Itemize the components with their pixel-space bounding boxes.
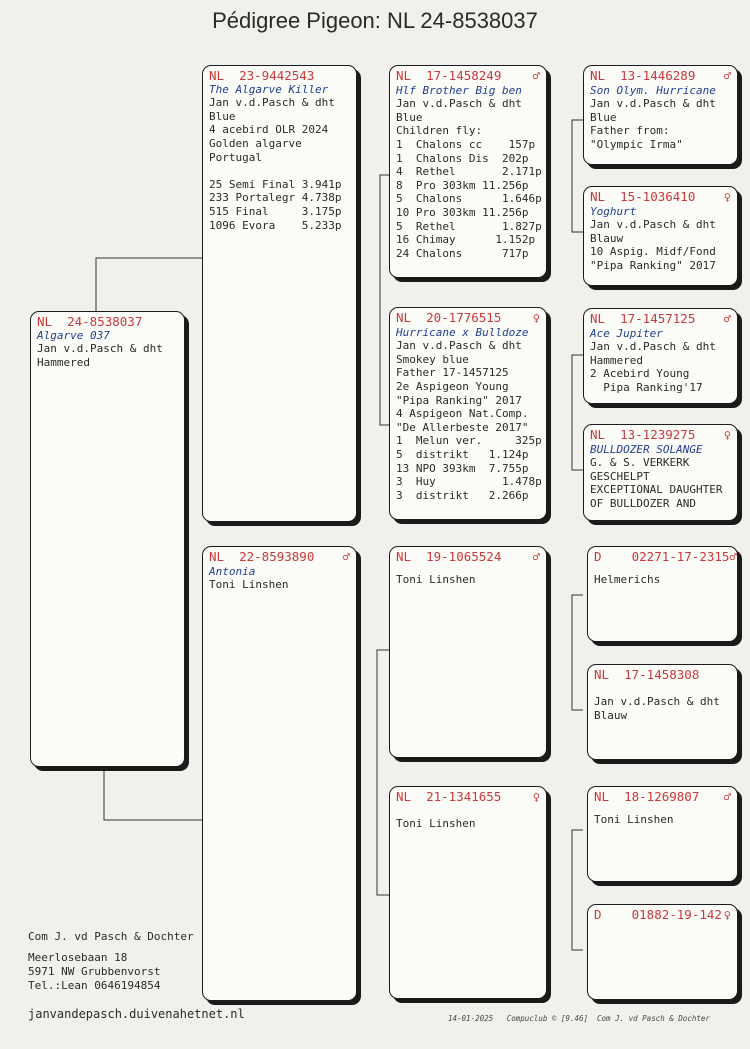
pigeon-name: Antonia [209, 564, 256, 578]
info-line: 2 Acebird Young [590, 367, 690, 381]
info-line: Jan v.d.Pasch & dht [590, 97, 716, 111]
female-symbol-icon: ♀ [532, 311, 540, 325]
info-line: 2e Aspigeon Young [396, 379, 509, 393]
info-line: Jan v.d.Pasch & dht [396, 97, 522, 111]
ring-number: D 02271-17-2315 [594, 549, 730, 564]
info-line: Blauw [594, 708, 628, 722]
result-line: 233 Portalegr 4.738p [209, 191, 342, 205]
ring-number: NL 17-1458308 [594, 667, 700, 682]
info-line: Blue [590, 110, 617, 124]
info-line: Children fly: [396, 124, 483, 138]
male-symbol-icon: ♂ [729, 550, 737, 564]
ring-number: NL 17-1458249 [396, 68, 502, 83]
info-line: Blauw [590, 231, 624, 245]
father-pigeon-card[interactable] [202, 65, 357, 522]
ring-number: D 01882-19-142 [594, 907, 722, 922]
info-line: 10 Aspig. Midf/Fond [590, 245, 716, 259]
ggp-mff-card[interactable] [587, 546, 738, 642]
pigeon-name: BULLDOZER SOLANGE [590, 442, 703, 456]
ring-number: NL 24-8538037 [37, 314, 143, 329]
info-line: Jan v.d.Pasch & dht [396, 339, 522, 353]
ring-number: NL 18-1269807 [594, 789, 700, 804]
result-line: 8 Pro 303km 11.256p [396, 178, 529, 192]
pigeon-name: Algarve 037 [37, 328, 110, 342]
ring-number: NL 22-8593890 [209, 549, 315, 564]
ggp-ffm-card[interactable] [583, 186, 738, 286]
info-line: Helmerichs [594, 572, 661, 586]
info-line: Hammered [37, 355, 90, 369]
info-line: "Pipa Ranking" 2017 [396, 393, 522, 407]
info-line: Toni Linshen [396, 572, 476, 586]
info-line: "Olympic Irma" [590, 137, 683, 151]
page-title: Pédigree Pigeon: NL 24-8538037 [212, 8, 538, 33]
ggp-fff-card[interactable] [583, 65, 738, 165]
mother-pigeon-card[interactable] [202, 546, 357, 1001]
result-line: 25 Semi Final 3.941p [209, 177, 342, 191]
result-line: 515 Final 3.175p [209, 204, 342, 218]
male-symbol-icon: ♂ [723, 312, 731, 326]
info-line: Toni Linshen [594, 812, 674, 826]
info-line: Pipa Ranking'17 [590, 380, 703, 394]
maternal-grandmother-card[interactable] [389, 786, 547, 999]
info-line: Jan v.d.Pasch & dht [590, 340, 716, 354]
paternal-grandmother-card[interactable] [389, 307, 547, 520]
ring-number: NL 21-1341655 [396, 789, 502, 804]
info-line: Smokey blue [396, 352, 469, 366]
male-symbol-icon: ♂ [532, 69, 540, 83]
info-line: Blue [209, 109, 236, 123]
male-symbol-icon: ♂ [723, 69, 731, 83]
breeder-street: Meerlosebaan 18 [28, 951, 128, 964]
ring-number: NL 13-1446289 [590, 68, 696, 83]
ggp-mfm-card[interactable] [587, 664, 738, 760]
ggp-fmf-card[interactable] [583, 308, 738, 404]
ggp-mmf-card[interactable] [587, 786, 738, 882]
info-line: 4 Aspigeon Nat.Comp. [396, 407, 529, 421]
paternal-grandfather-card[interactable] [389, 65, 547, 278]
ring-number: NL 17-1457125 [590, 311, 696, 326]
info-line: Hammered [590, 353, 643, 367]
female-symbol-icon: ♀ [723, 428, 731, 442]
info-line: "Pipa Ranking" 2017 [590, 258, 716, 272]
ring-number: NL 15-1036410 [590, 189, 696, 204]
result-line: 24 Chalons 717p [396, 246, 529, 260]
pigeon-name: Hurricane x Bulldoze [396, 325, 529, 339]
female-symbol-icon: ♀ [723, 908, 731, 922]
maternal-grandfather-card[interactable] [389, 546, 547, 758]
pigeon-name: Hlf Brother Big ben [396, 83, 522, 97]
info-line: 4 acebird OLR 2024 [209, 123, 329, 137]
result-line: 13 NPO 393km 7.755p [396, 461, 529, 475]
breeder-phone: Tel.:Lean 0646194854 [28, 979, 161, 992]
info-line: EXCEPTIONAL DAUGHTER [590, 483, 723, 497]
info-line: Golden algarve [209, 136, 302, 150]
info-line: OF BULLDOZER AND [590, 496, 696, 510]
result-line: 5 Chalons 1.646p [396, 192, 542, 206]
subject-pigeon-card[interactable] [30, 311, 185, 767]
info-line: Toni Linshen [209, 578, 289, 592]
male-symbol-icon: ♂ [342, 550, 350, 564]
pigeon-name: Ace Jupiter [590, 326, 663, 340]
ggp-mmm-card[interactable] [587, 904, 738, 1000]
pigeon-name: Son Olym. Hurricane [590, 83, 716, 97]
male-symbol-icon: ♂ [723, 790, 731, 804]
female-symbol-icon: ♀ [532, 790, 540, 804]
result-line: 3 distrikt 2.266p [396, 488, 529, 502]
breeder-email-link[interactable]: janvandepasch.duivenahetnet.nl [28, 1007, 245, 1021]
info-line: Jan v.d.Pasch & dht [37, 342, 163, 356]
info-line: Jan v.d.Pasch & dht [594, 695, 720, 709]
ring-number: NL 20-1776515 [396, 310, 502, 325]
info-line: Portugal [209, 150, 262, 164]
info-line: Father from: [590, 124, 670, 138]
info-line: GESCHELPT [590, 469, 650, 483]
info-line: Blue [396, 110, 423, 124]
result-line: 16 Chimay 1.152p [396, 233, 536, 247]
pigeon-name: Yoghurt [590, 204, 637, 218]
result-line: 1 Chalons cc 157p [396, 137, 536, 151]
result-line: 1 Chalons Dis 202p [396, 151, 529, 165]
breeder-city: 5971 NW Grubbenvorst [28, 965, 161, 978]
result-line: 4 Rethel 2.171p [396, 165, 542, 179]
breeder-company: Com J. vd Pasch & Dochter [28, 930, 194, 943]
info-line: Jan v.d.Pasch & dht [590, 218, 716, 232]
result-line: 1096 Evora 5.233p [209, 218, 342, 232]
info-line: G. & S. VERKERK [590, 456, 690, 470]
ring-number: NL 19-1065524 [396, 549, 502, 564]
ggp-fmm-card[interactable] [583, 424, 738, 521]
info-line: "De Allerbeste 2017" [396, 420, 529, 434]
male-symbol-icon: ♂ [532, 550, 540, 564]
ring-number: NL 23-9442543 [209, 68, 315, 83]
print-stamp: 14-01-2025 Compuclub © [9.46] Com J. vd Pasch & Dochter [448, 1014, 710, 1023]
result-line: 1 Melun ver. 325p [396, 434, 542, 448]
info-line: Father 17-1457125 [396, 366, 509, 380]
result-line: 3 Huy 1.478p [396, 475, 542, 489]
pigeon-name: The Algarve Killer [209, 82, 329, 96]
result-line: 5 Rethel 1.827p [396, 219, 542, 233]
result-line: 10 Pro 303km 11.256p [396, 205, 529, 219]
female-symbol-icon: ♀ [723, 190, 731, 204]
info-line [209, 164, 350, 178]
info-line: Toni Linshen [396, 816, 476, 830]
info-line: Jan v.d.Pasch & dht [209, 96, 335, 110]
ring-number: NL 13-1239275 [590, 427, 696, 442]
result-line: 5 distrikt 1.124p [396, 447, 529, 461]
info-line [594, 682, 731, 696]
